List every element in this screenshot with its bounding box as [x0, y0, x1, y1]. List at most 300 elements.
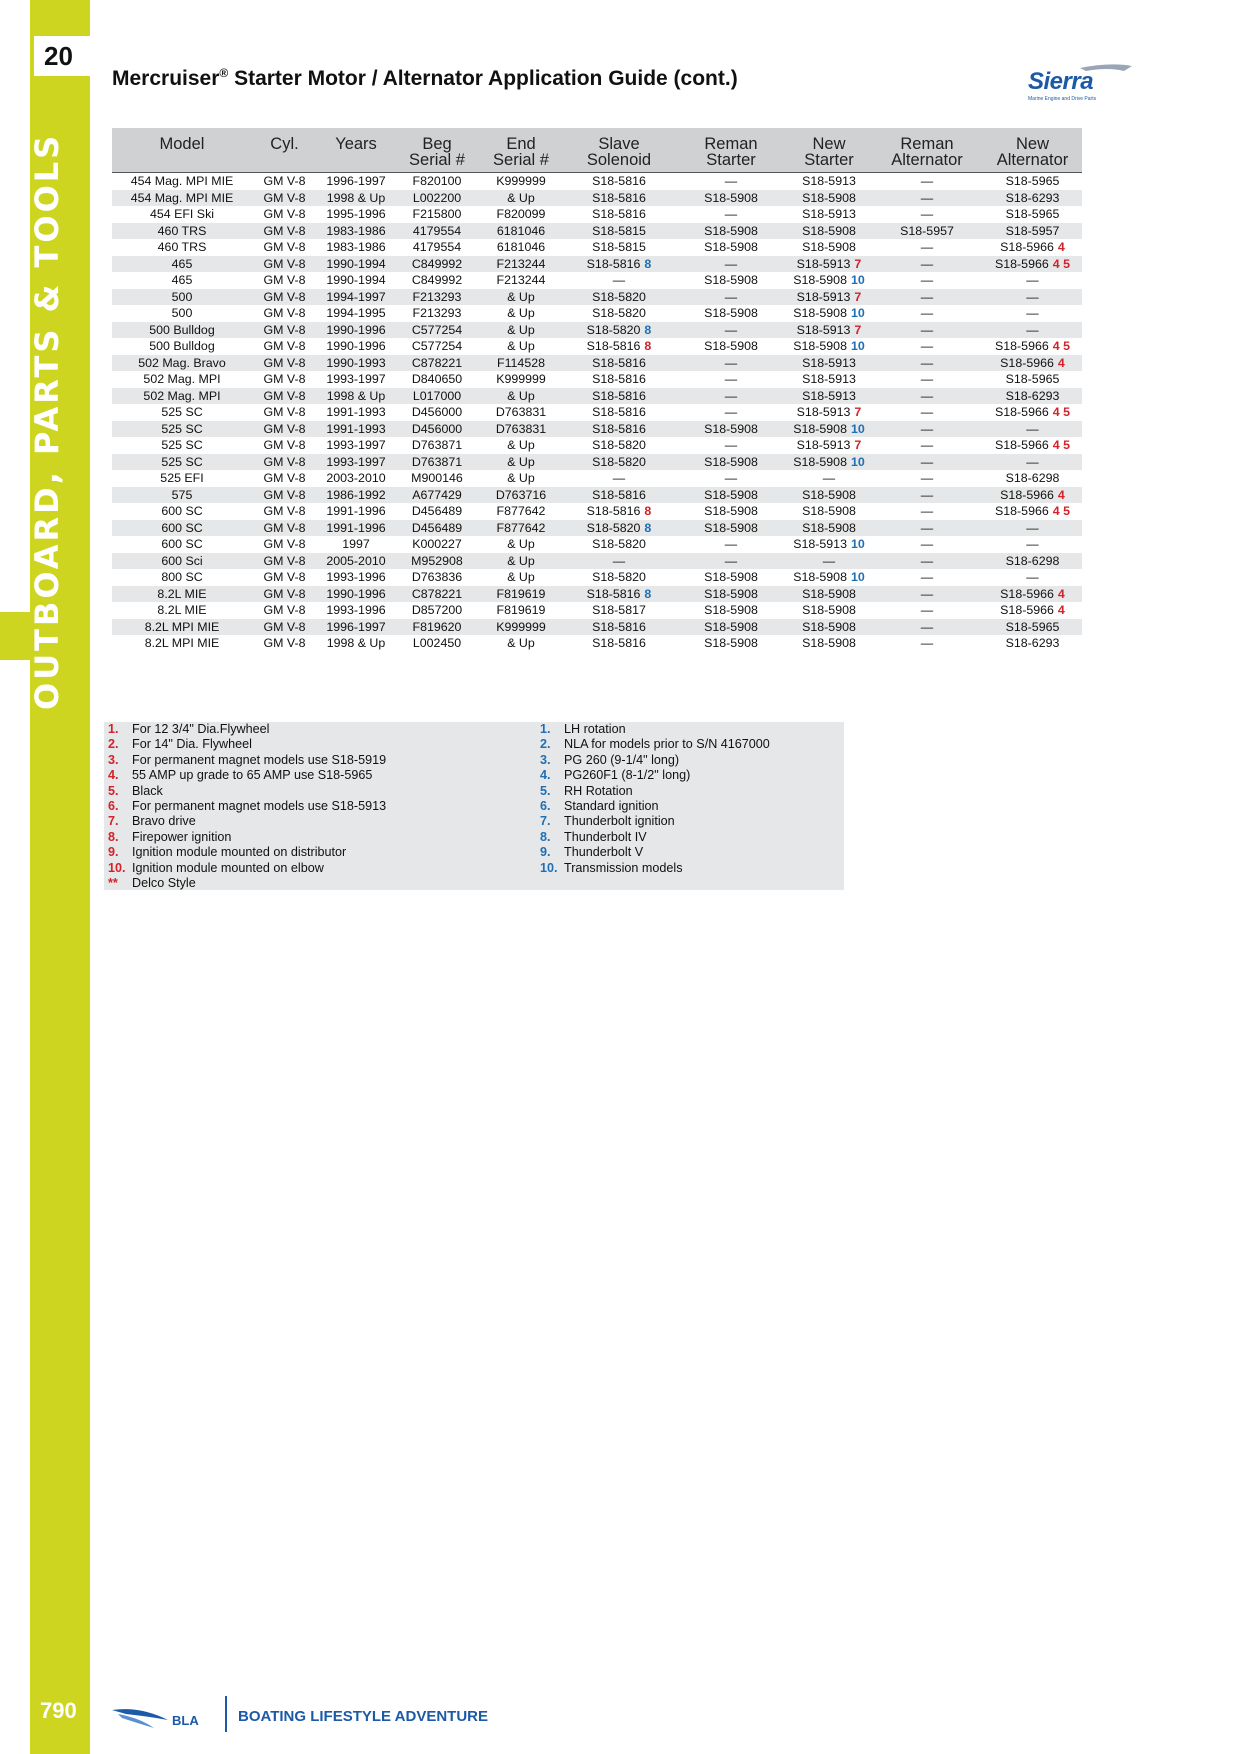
- table-cell: [675, 206, 787, 223]
- cell-value: D763836: [411, 570, 463, 584]
- cell-value: S18-5820: [592, 306, 646, 320]
- note-number: 3.: [540, 752, 551, 767]
- note-text: Transmission models: [564, 860, 683, 875]
- table-cell: [395, 553, 479, 570]
- cell-value: S18-5908: [704, 570, 758, 584]
- table-row: [112, 553, 1082, 570]
- cell-value: & Up: [507, 339, 535, 353]
- cell-value: —: [920, 174, 934, 188]
- table-cell: [395, 272, 479, 289]
- table-cell: [563, 487, 675, 504]
- table-row: [112, 421, 1082, 438]
- page-number-top: 20: [34, 36, 100, 76]
- cell-value: & Up: [507, 190, 535, 205]
- cell-value: S18-5908: [704, 223, 758, 238]
- table-cell: [983, 223, 1082, 240]
- table-cell: [787, 437, 871, 454]
- cell-value: S18-5965: [1005, 372, 1060, 386]
- cell-value: 502 Mag. MPI: [143, 388, 221, 403]
- notes-red-list: [108, 722, 386, 891]
- note-number: 5.: [108, 783, 119, 798]
- table-cell: [112, 338, 252, 355]
- column-header-line: Slave: [598, 135, 640, 153]
- table-cell: [871, 454, 983, 471]
- table-cell: [395, 569, 479, 586]
- cell-value: S18-5908: [793, 273, 847, 287]
- cell-value: GM V-8: [263, 174, 306, 188]
- cell-value: —: [724, 372, 738, 386]
- cell-value: —: [1026, 421, 1039, 436]
- table-cell: [675, 272, 787, 289]
- table-cell: [787, 520, 871, 537]
- cell-value: GM V-8: [263, 223, 306, 238]
- note-number: 6.: [108, 799, 119, 814]
- cell-value: —: [920, 306, 934, 320]
- table-cell: [983, 371, 1082, 388]
- table-cell: [479, 322, 563, 339]
- cell-value: S18-5908: [704, 619, 758, 634]
- table-cell: [395, 635, 479, 652]
- cell-value: —: [920, 421, 934, 436]
- table-cell: [479, 272, 563, 289]
- table-row: [112, 355, 1082, 372]
- table-cell: [563, 305, 675, 322]
- table-cell: [871, 190, 983, 207]
- table-cell: [112, 553, 252, 570]
- table-cell: [787, 635, 871, 652]
- table-cell: [112, 619, 252, 636]
- cell-value: S18-5966: [1000, 240, 1054, 254]
- table-cell: [675, 569, 787, 586]
- table-cell: [317, 619, 395, 636]
- table-cell: [983, 635, 1082, 652]
- cell-value: S18-5965: [1005, 207, 1060, 221]
- table-cell: [871, 322, 983, 339]
- column-header-line: Alternator: [996, 151, 1069, 169]
- note-item: [540, 737, 770, 752]
- table-cell: [563, 454, 675, 471]
- table-cell: [317, 371, 395, 388]
- cell-value: —: [920, 454, 934, 469]
- note-text: Standard ignition: [564, 799, 659, 814]
- cell-value: 1998 & Up: [326, 388, 386, 403]
- cell-value: S18-5966: [995, 256, 1049, 271]
- table-cell: [563, 536, 675, 553]
- table-cell: [983, 619, 1082, 636]
- logo-text: Sierra: [1028, 68, 1094, 95]
- table-cell: [395, 322, 479, 339]
- note-item: [108, 830, 386, 845]
- table-cell: [317, 635, 395, 652]
- table-cell: [112, 569, 252, 586]
- table-cell: [787, 190, 871, 207]
- table-cell: [983, 586, 1082, 603]
- cell-value: —: [612, 273, 626, 287]
- column-header-line: Years: [335, 135, 377, 153]
- cell-value: D763831: [495, 421, 547, 436]
- table-cell: [252, 520, 317, 537]
- table-cell: [563, 355, 675, 372]
- cell-value: —: [1026, 570, 1039, 584]
- table-cell: [787, 503, 871, 520]
- table-cell: [871, 569, 983, 586]
- table-cell: [317, 272, 395, 289]
- cell-value: D763871: [411, 454, 463, 469]
- note-text: Thunderbolt IV: [564, 829, 647, 844]
- cell-value: F213293: [412, 306, 462, 320]
- page-title: [112, 66, 738, 91]
- cell-value: 800 SC: [161, 570, 203, 584]
- table-cell: [563, 371, 675, 388]
- cell-value: 1994-1995: [326, 306, 386, 320]
- cell-value: —: [724, 256, 738, 271]
- note-item: [108, 753, 386, 768]
- table-cell: [317, 388, 395, 405]
- note-ref: 7: [854, 438, 862, 452]
- table-cell: [787, 322, 871, 339]
- table-cell: [395, 520, 479, 537]
- column-header-line: Beg: [422, 135, 452, 153]
- cell-value: —: [920, 553, 934, 568]
- table-cell: [317, 190, 395, 207]
- column-header-line: Cyl.: [270, 135, 299, 153]
- cell-value: —: [920, 322, 934, 337]
- cell-value: K000227: [412, 537, 462, 551]
- cell-value: D456489: [411, 520, 463, 535]
- table-cell: [252, 586, 317, 603]
- cell-value: S18-5957: [1005, 223, 1060, 238]
- table-cell: [675, 223, 787, 240]
- cell-value: S18-5820: [592, 438, 646, 452]
- table-row: [112, 305, 1082, 322]
- cell-value: S18-5913: [793, 537, 847, 551]
- cell-value: —: [822, 471, 836, 485]
- table-cell: [112, 586, 252, 603]
- table-cell: [871, 602, 983, 619]
- table-cell: [871, 619, 983, 636]
- cell-value: L002450: [412, 636, 462, 650]
- table-cell: [395, 206, 479, 223]
- cell-value: & Up: [507, 388, 535, 403]
- cell-value: F114528: [497, 355, 545, 370]
- column-header: [871, 128, 983, 173]
- note-ref: 10: [850, 421, 865, 436]
- table-cell: [252, 223, 317, 240]
- cell-value: 4179554: [412, 223, 462, 238]
- table-cell: [563, 239, 675, 256]
- table-cell: [112, 404, 252, 421]
- table-cell: [317, 586, 395, 603]
- table-cell: [983, 272, 1082, 289]
- cell-value: S18-5908: [802, 487, 856, 502]
- cell-value: F819619: [496, 586, 546, 601]
- table-cell: [983, 421, 1082, 438]
- table-cell: [983, 553, 1082, 570]
- table-cell: [563, 569, 675, 586]
- cell-value: GM V-8: [263, 537, 306, 551]
- table-cell: [395, 619, 479, 636]
- table-cell: [479, 602, 563, 619]
- cell-value: —: [1026, 537, 1039, 551]
- cell-value: 465: [171, 256, 193, 271]
- cell-value: M900146: [411, 471, 463, 485]
- table-cell: [983, 437, 1082, 454]
- table-cell: [563, 586, 675, 603]
- table-cell: [252, 536, 317, 553]
- cell-value: 454 EFI Ski: [149, 207, 215, 221]
- table-cell: [563, 388, 675, 405]
- cell-value: —: [1026, 306, 1039, 320]
- cell-value: GM V-8: [263, 339, 306, 353]
- table-row: [112, 404, 1082, 421]
- cell-value: GM V-8: [263, 355, 306, 370]
- table-cell: [563, 520, 675, 537]
- column-header: [252, 128, 317, 173]
- table-cell: [675, 437, 787, 454]
- table-cell: [252, 272, 317, 289]
- note-item: [540, 753, 770, 768]
- table-cell: [252, 503, 317, 520]
- cell-value: S18-5908: [802, 636, 856, 650]
- table-cell: [983, 520, 1082, 537]
- table-cell: [395, 289, 479, 306]
- table-cell: [871, 421, 983, 438]
- table-cell: [395, 454, 479, 471]
- cell-value: S18-6298: [1005, 553, 1060, 568]
- note-text: Thunderbolt ignition: [564, 814, 675, 829]
- cell-value: C878221: [411, 586, 463, 601]
- table-cell: [112, 272, 252, 289]
- table-cell: [787, 586, 871, 603]
- cell-value: —: [724, 537, 738, 551]
- title-brand: Mercruiser: [112, 67, 220, 90]
- note-text: LH rotation: [564, 722, 626, 736]
- cell-value: F877642: [496, 504, 546, 518]
- table-cell: [675, 388, 787, 405]
- table-cell: [317, 437, 395, 454]
- note-item: [108, 799, 386, 814]
- table-cell: [317, 470, 395, 487]
- table-cell: [563, 503, 675, 520]
- column-header: [112, 128, 252, 173]
- table-cell: [479, 437, 563, 454]
- cell-value: GM V-8: [263, 388, 306, 403]
- table-cell: [112, 322, 252, 339]
- table-cell: [563, 553, 675, 570]
- table-cell: [317, 206, 395, 223]
- table-cell: [871, 371, 983, 388]
- table-cell: [787, 256, 871, 273]
- cell-value: 1995-1996: [326, 207, 386, 221]
- table-cell: [252, 487, 317, 504]
- table-cell: [675, 190, 787, 207]
- table-cell: [871, 635, 983, 652]
- cell-value: D763831: [495, 405, 547, 419]
- table-cell: [395, 305, 479, 322]
- table-cell: [675, 322, 787, 339]
- cell-value: —: [920, 586, 934, 601]
- cell-value: & Up: [507, 636, 535, 650]
- table-cell: [112, 289, 252, 306]
- table-cell: [252, 553, 317, 570]
- cell-value: GM V-8: [263, 570, 306, 584]
- cell-value: F877642: [496, 520, 546, 535]
- cell-value: S18-5966: [1000, 603, 1054, 617]
- cell-value: S18-5820: [592, 454, 646, 469]
- table-cell: [871, 503, 983, 520]
- cell-value: —: [612, 553, 626, 568]
- note-item: [108, 876, 386, 891]
- table-cell: [983, 602, 1082, 619]
- table-cell: [983, 256, 1082, 273]
- cell-value: —: [920, 339, 934, 353]
- cell-value: C849992: [411, 256, 463, 271]
- note-ref: 8: [644, 322, 652, 337]
- cell-value: GM V-8: [263, 372, 306, 386]
- cell-value: —: [920, 537, 934, 551]
- cell-value: C849992: [411, 273, 463, 287]
- cell-value: S18-5908: [793, 339, 847, 353]
- column-header: [983, 128, 1082, 173]
- cell-value: —: [920, 619, 934, 634]
- cell-value: & Up: [507, 537, 535, 551]
- cell-value: C878221: [411, 355, 463, 370]
- table-row: [112, 371, 1082, 388]
- table-cell: [983, 470, 1082, 487]
- table-cell: [112, 536, 252, 553]
- cell-value: 1990-1994: [326, 273, 386, 287]
- table-cell: [983, 173, 1082, 190]
- table-cell: [871, 437, 983, 454]
- table-cell: [983, 503, 1082, 520]
- note-number: 4.: [108, 768, 119, 783]
- cell-value: F819620: [412, 619, 462, 634]
- table-cell: [787, 223, 871, 240]
- table-cell: [112, 635, 252, 652]
- cell-value: S18-5913: [802, 355, 856, 370]
- table-cell: [871, 239, 983, 256]
- table-cell: [787, 569, 871, 586]
- table-cell: [479, 536, 563, 553]
- table-cell: [983, 338, 1082, 355]
- cell-value: GM V-8: [263, 207, 306, 221]
- note-text: Ignition module mounted on elbow: [132, 860, 324, 875]
- column-header-line: Serial #: [493, 151, 549, 169]
- note-number: 9.: [540, 845, 551, 860]
- table-cell: [563, 322, 675, 339]
- table-cell: [675, 487, 787, 504]
- note-ref: 4: [1057, 240, 1065, 254]
- table-cell: [317, 569, 395, 586]
- cell-value: S18-5908: [704, 339, 758, 353]
- cell-value: 1991-1996: [326, 520, 386, 535]
- cell-value: —: [920, 487, 934, 502]
- table-cell: [252, 569, 317, 586]
- table-cell: [395, 503, 479, 520]
- note-text: Bravo drive: [132, 814, 196, 829]
- table-cell: [787, 487, 871, 504]
- table-cell: [395, 338, 479, 355]
- table-cell: [317, 223, 395, 240]
- table-cell: [563, 190, 675, 207]
- cell-value: S18-5966: [995, 504, 1049, 518]
- note-ref: 4 5: [1052, 405, 1070, 419]
- cell-value: 460 TRS: [157, 240, 207, 254]
- note-ref: 7: [854, 405, 862, 419]
- cell-value: & Up: [507, 570, 535, 584]
- cell-value: & Up: [507, 322, 535, 337]
- cell-value: —: [920, 355, 934, 370]
- sierra-logo: [1020, 62, 1140, 106]
- table-cell: [563, 272, 675, 289]
- cell-value: S18-5908: [802, 240, 856, 254]
- note-number: 5.: [540, 783, 551, 798]
- cell-value: —: [724, 289, 738, 304]
- cell-value: GM V-8: [263, 322, 306, 337]
- cell-value: 500 Bulldog: [149, 322, 215, 337]
- note-item: [108, 814, 386, 829]
- cell-value: —: [920, 388, 934, 403]
- cell-value: D456000: [411, 405, 463, 419]
- cell-value: —: [612, 471, 626, 485]
- column-header: [563, 128, 675, 173]
- cell-value: L002200: [412, 190, 462, 205]
- table-row: [112, 586, 1082, 603]
- cell-value: 500: [171, 289, 193, 304]
- cell-value: S18-5913: [796, 256, 851, 271]
- cell-value: 1983-1986: [326, 240, 386, 254]
- note-item: [108, 768, 386, 783]
- cell-value: & Up: [507, 289, 535, 304]
- table-cell: [479, 421, 563, 438]
- table-cell: [787, 602, 871, 619]
- table-cell: [317, 421, 395, 438]
- note-ref: 8: [644, 504, 652, 518]
- table-cell: [563, 470, 675, 487]
- table-cell: [983, 355, 1082, 372]
- note-number: 8.: [108, 829, 119, 844]
- cell-value: 1998 & Up: [326, 636, 386, 650]
- cell-value: S18-5908: [704, 273, 758, 287]
- note-ref: 10: [850, 339, 865, 353]
- table-cell: [479, 223, 563, 240]
- cell-value: S18-5908: [802, 586, 856, 601]
- table-cell: [112, 355, 252, 372]
- table-cell: [675, 553, 787, 570]
- cell-value: 502 Mag. MPI: [143, 372, 221, 386]
- cell-value: —: [920, 207, 934, 221]
- cell-value: GM V-8: [263, 454, 306, 469]
- table-cell: [252, 602, 317, 619]
- table-cell: [563, 404, 675, 421]
- table-cell: [787, 371, 871, 388]
- table-cell: [112, 520, 252, 537]
- cell-value: —: [822, 553, 836, 568]
- table-row: [112, 322, 1082, 339]
- table-cell: [675, 503, 787, 520]
- table-cell: [871, 553, 983, 570]
- table-row: [112, 503, 1082, 520]
- table-cell: [479, 520, 563, 537]
- table-cell: [112, 256, 252, 273]
- note-ref: 7: [854, 289, 862, 304]
- table-cell: [395, 602, 479, 619]
- cell-value: 1993-1997: [326, 454, 386, 469]
- cell-value: S18-5908: [802, 223, 856, 238]
- note-ref: 4 5: [1052, 256, 1070, 271]
- table-cell: [479, 635, 563, 652]
- note-number: 6.: [540, 799, 551, 814]
